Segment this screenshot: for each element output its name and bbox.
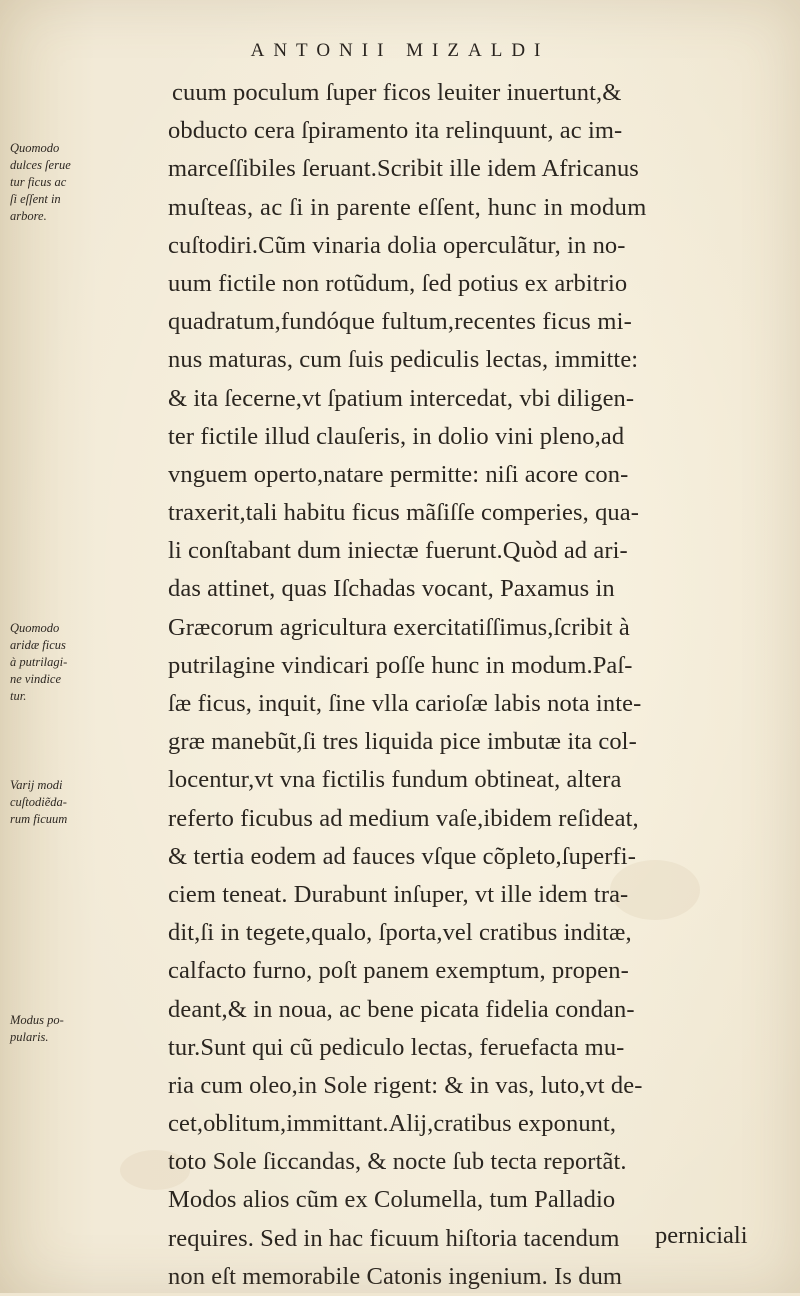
catchword: perniciali	[655, 1222, 748, 1249]
marginal-note	[10, 140, 80, 225]
text-line: quadratum,fundóque fultum,recentes ficus mi-	[168, 308, 632, 336]
text-line: muſteas, ac ſi in parente eſſent, hunc in modum	[168, 193, 647, 221]
text-line: non eſt memorabile Catonis ingenium. Is dum	[168, 1262, 623, 1290]
marginal-note-line: Varij modi	[10, 778, 63, 792]
text-line: locentur,vt vna fictilis fundum obtineat, altera	[168, 766, 622, 794]
marginal-note-line: tur.	[10, 689, 27, 703]
body-text	[168, 74, 768, 1296]
marginal-note	[10, 1012, 80, 1046]
marginal-note	[10, 777, 80, 828]
marginal-note-line: ne vindice	[10, 672, 62, 686]
marginal-note-line: Quomodo	[10, 621, 60, 635]
text-line: ter fictile illud clauſeris, in dolio vini pleno,ad	[168, 422, 625, 450]
marginal-note-line: arbore.	[10, 209, 47, 223]
text-line: obducto cera ſpiramento ita relinquunt, ac im-	[168, 117, 623, 145]
text-line: cuſtodiri.Cũm vinaria dolia operculãtur, in no-	[168, 231, 626, 259]
text-line: li conſtabant dum iniectæ fuerunt.Quòd ad ari-	[168, 537, 628, 565]
text-line: traxerit,tali habitu ficus mãſiſſe comperies, qua-	[168, 499, 640, 527]
text-line: vnguem operto,natare permitte: niſi acore con-	[168, 460, 629, 488]
text-line: marceſſibiles ſeruant.Scribit ille idem Africanus	[168, 155, 639, 183]
text-line: deant,& in noua, ac bene picata fidelia condan-	[168, 995, 635, 1023]
marginal-note-line: Modus po-	[10, 1013, 64, 1027]
marginal-note-line: pularis.	[10, 1030, 49, 1044]
marginal-note-line: cuſtodiẽda-	[10, 795, 67, 809]
text-line: Græcorum agricultura exercitatiſſimus,ſcribit à	[168, 613, 630, 641]
marginal-note	[10, 620, 80, 705]
text-line: dit,ſi in tegete,qualo, ſporta,vel cratibus inditæ,	[168, 919, 632, 947]
marginal-note-line: Quomodo	[10, 141, 60, 155]
marginal-note-line: tur ficus ac	[10, 175, 67, 189]
text-line: & ita ſecerne,vt ſpatium intercedat, vbi diligen-	[168, 384, 635, 412]
text-line: referto ficubus ad medium vaſe,ibidem reſideat,	[168, 804, 639, 832]
marginal-note-line: à putrilagi-	[10, 655, 68, 669]
text-line: ria cum oleo,in Sole rigent: & in vas, luto,vt de-	[168, 1071, 643, 1099]
text-line: ciem teneat. Durabunt inſuper, vt ille idem tra-	[168, 880, 629, 908]
text-line: Modos alios cũm ex Columella, tum Palladio	[168, 1186, 616, 1214]
marginal-note-line: dulces ſerue	[10, 158, 71, 172]
marginal-note-line: ſi eſſent in	[10, 192, 61, 206]
text-line: nus maturas, cum ſuis pediculis lectas, immitte:	[168, 346, 639, 374]
text-line: putrilagine vindicari poſſe hunc in modum.Paſ-	[168, 651, 633, 679]
text-line: cuum poculum ſuper ficos leuiter inuertunt,&	[172, 79, 622, 106]
text-line: toto Sole ſiccandas, & nocte ſub tecta reportãt.	[168, 1148, 627, 1176]
text-line: græ manebũt,ſi tres liquida pice imbutæ ita col-	[168, 728, 637, 756]
running-head: ANTONII MIZALDI	[250, 40, 550, 61]
marginal-note-line: aridæ ficus	[10, 638, 66, 652]
text-line: das attinet, quas Iſchadas vocant, Paxamus in	[168, 575, 615, 603]
text-line: requires. Sed in hac ficuum hiſtoria tacendum	[168, 1224, 620, 1252]
text-line: tur.Sunt qui cũ pediculo lectas, feruefacta mu-	[168, 1033, 625, 1061]
text-line: & tertia eodem ad fauces vſque cõpleto,ſuperfi-	[168, 842, 636, 870]
text-line: cet,oblitum,immittant.Alij,cratibus exponunt,	[168, 1110, 617, 1138]
text-line: ſæ ficus, inquit, ſine vlla carioſæ labis nota inte-	[168, 690, 642, 717]
text-line: calfacto furno, poſt panem exemptum, propen-	[168, 957, 629, 985]
text-line: uum fictile non rotũdum, ſed potius ex arbitrio	[168, 269, 628, 297]
marginal-note-line: rum ficuum	[10, 812, 68, 826]
